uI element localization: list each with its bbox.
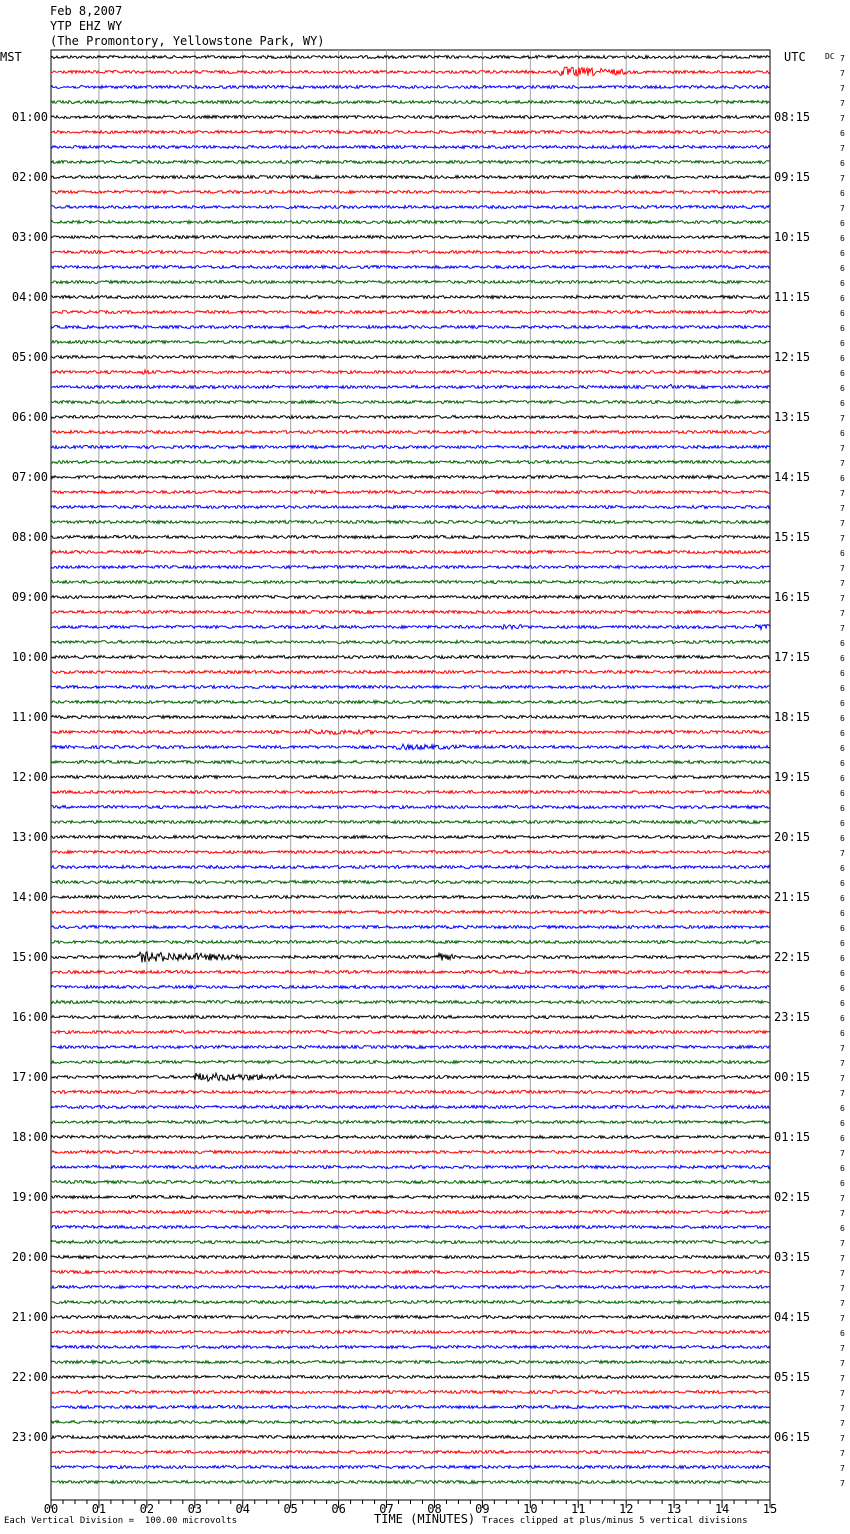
trace-row <box>51 866 770 869</box>
row-side-value: 6 <box>840 249 845 258</box>
trace-row <box>51 401 770 404</box>
trace-row <box>51 521 770 524</box>
row-side-value: 7 <box>840 54 845 63</box>
x-tick-label: 00 <box>43 1502 59 1516</box>
trace-row <box>51 1106 770 1109</box>
trace-row <box>51 1271 770 1274</box>
trace-row <box>51 551 770 554</box>
row-side-value: 7 <box>840 444 845 453</box>
chart-date: Feb 8,2007 <box>50 4 123 18</box>
left-hour-label: 10:00 <box>11 650 48 664</box>
trace-row <box>51 370 770 374</box>
row-side-value: 7 <box>840 1404 845 1413</box>
row-side-value: 7 <box>840 1344 845 1353</box>
row-side-value: 6 <box>840 939 845 948</box>
trace-row <box>51 1451 770 1454</box>
left-hour-label: 21:00 <box>11 1310 48 1324</box>
trace-row <box>51 611 770 614</box>
trace-row <box>51 566 770 569</box>
row-side-value: 6 <box>840 294 845 303</box>
right-hour-label: 11:15 <box>774 290 811 304</box>
trace-row <box>51 701 770 704</box>
row-side-value: 6 <box>840 864 845 873</box>
right-hour-label: 03:15 <box>774 1250 811 1264</box>
trace-row <box>51 625 770 630</box>
trace-row <box>51 206 770 209</box>
row-side-value: 7 <box>840 1359 845 1368</box>
x-tick-label: 06 <box>331 1502 346 1516</box>
row-side-value: 6 <box>840 1164 845 1173</box>
row-side-value: 6 <box>840 369 845 378</box>
right-hour-label: 05:15 <box>774 1370 811 1384</box>
right-hour-label: 13:15 <box>774 410 811 424</box>
right-hour-label: 12:15 <box>774 350 811 364</box>
row-side-value: 6 <box>840 729 845 738</box>
row-side-value: 7 <box>840 1449 845 1458</box>
row-side-value: 7 <box>840 84 845 93</box>
trace-row <box>51 86 770 89</box>
trace-row <box>51 1166 770 1169</box>
row-side-value: 6 <box>840 804 845 813</box>
row-side-value: 7 <box>840 1299 845 1308</box>
trace-row <box>51 1361 770 1364</box>
row-side-value: 7 <box>840 564 845 573</box>
row-side-value: 7 <box>840 204 845 213</box>
left-hour-label: 14:00 <box>11 890 48 904</box>
right-hour-label: 04:15 <box>774 1310 811 1324</box>
row-side-value: 7 <box>840 1239 845 1248</box>
chart-title: YTP EHZ WY <box>50 19 123 33</box>
x-tick-label: 15 <box>762 1502 778 1516</box>
trace-row <box>51 491 770 494</box>
row-side-value: 7 <box>840 1074 845 1083</box>
trace-row <box>51 1331 770 1334</box>
row-side-value: 6 <box>840 759 845 768</box>
row-side-value: 6 <box>840 1029 845 1038</box>
x-tick-label: 08 <box>427 1502 442 1516</box>
right-hour-label: 18:15 <box>774 710 811 724</box>
x-tick-label: 13 <box>666 1502 682 1516</box>
row-side-value: 6 <box>840 699 845 708</box>
row-side-value: 7 <box>840 609 845 618</box>
right-hour-label: 23:15 <box>774 1010 811 1024</box>
trace-row <box>51 686 770 689</box>
trace-row <box>51 341 770 344</box>
row-side-value: 7 <box>840 144 845 153</box>
row-side-value: 7 <box>840 849 845 858</box>
trace-row <box>51 176 770 179</box>
trace-row <box>51 1391 770 1394</box>
row-side-value: 6 <box>840 234 845 243</box>
trace-row <box>51 251 770 254</box>
row-side-value: 6 <box>840 774 845 783</box>
trace-row <box>51 581 770 584</box>
x-tick-label: 14 <box>714 1502 730 1516</box>
row-side-value: 6 <box>840 219 845 228</box>
trace-row <box>51 416 770 419</box>
x-tick-label: 12 <box>618 1502 634 1516</box>
row-side-value: 6 <box>840 909 845 918</box>
row-side-value: 6 <box>840 744 845 753</box>
trace-row <box>51 221 770 224</box>
row-side-value: 6 <box>840 129 845 138</box>
x-tick-label: 07 <box>379 1502 394 1516</box>
row-side-value: 6 <box>840 324 845 333</box>
trace-row <box>51 1136 770 1139</box>
row-side-value: 6 <box>840 684 845 693</box>
trace-row <box>51 729 770 734</box>
right-hour-label: 22:15 <box>774 950 811 964</box>
x-tick-label: 10 <box>523 1502 538 1516</box>
row-side-value: 6 <box>840 894 845 903</box>
trace-row <box>51 716 770 719</box>
row-side-value: 7 <box>840 1149 845 1158</box>
row-side-value: 7 <box>840 594 845 603</box>
row-side-value: 6 <box>840 714 845 723</box>
row-side-value: 6 <box>840 984 845 993</box>
trace-row <box>51 476 770 479</box>
trace-row <box>51 761 770 764</box>
chart-subtitle: (The Promontory, Yellowstone Park, WY) <box>50 34 325 48</box>
row-side-value: 7 <box>840 624 845 633</box>
trace-row <box>51 1211 770 1214</box>
trace-row <box>51 311 770 314</box>
trace-row <box>51 596 770 599</box>
right-hour-label: 21:15 <box>774 890 811 904</box>
trace-row <box>51 1256 770 1259</box>
left-hour-label: 17:00 <box>11 1070 48 1084</box>
trace-row <box>51 821 770 824</box>
x-tick-label: 04 <box>235 1502 250 1516</box>
row-side-value: 6 <box>840 549 845 558</box>
trace-row <box>51 431 770 434</box>
row-side-value: 7 <box>840 1209 845 1218</box>
trace-row <box>51 266 770 269</box>
row-side-value: 6 <box>840 429 845 438</box>
row-side-value: 7 <box>840 519 845 528</box>
trace-row <box>51 941 770 944</box>
x-tick-label: 02 <box>139 1502 155 1516</box>
row-side-value: 6 <box>840 339 845 348</box>
trace-row <box>51 161 770 164</box>
row-side-value: 6 <box>840 1179 845 1188</box>
x-tick-label: 09 <box>475 1502 490 1516</box>
row-side-value: 6 <box>840 879 845 888</box>
row-side-value: 6 <box>840 924 845 933</box>
left-hour-label: 07:00 <box>11 470 48 484</box>
trace-row <box>51 131 770 134</box>
trace-row <box>51 384 770 388</box>
trace-row <box>51 296 770 299</box>
trace-row <box>51 1073 770 1081</box>
row-side-value: 7 <box>840 489 845 498</box>
row-side-value: 6 <box>840 834 845 843</box>
trace-row <box>51 1031 770 1034</box>
trace-row <box>51 851 770 854</box>
row-side-value: 6 <box>840 819 845 828</box>
right-timezone-label: UTC <box>784 50 806 64</box>
row-side-value: 7 <box>840 114 845 123</box>
trace-row <box>51 101 770 104</box>
right-hour-label: 06:15 <box>774 1430 811 1444</box>
trace-row <box>51 1481 770 1484</box>
row-side-value: 6 <box>840 1134 845 1143</box>
trace-row <box>51 744 770 750</box>
right-hour-label: 09:15 <box>774 170 811 184</box>
trace-row <box>51 1061 770 1064</box>
trace-row <box>51 461 770 464</box>
trace-row <box>51 911 770 914</box>
left-hour-label: 16:00 <box>11 1010 48 1024</box>
trace-row <box>51 1121 770 1124</box>
left-hour-label: 03:00 <box>11 230 48 244</box>
trace-row <box>51 881 770 884</box>
trace-row <box>51 1016 770 1019</box>
row-side-value: 7 <box>840 534 845 543</box>
row-side-value: 6 <box>840 264 845 273</box>
row-side-value: 7 <box>840 1254 845 1263</box>
trace-row <box>51 446 770 449</box>
x-tick-label: 11 <box>571 1502 586 1516</box>
row-side-value: 6 <box>840 384 845 393</box>
row-side-value: 6 <box>840 639 845 648</box>
trace-row <box>51 356 770 359</box>
right-hour-label: 00:15 <box>774 1070 811 1084</box>
right-hour-label: 10:15 <box>774 230 811 244</box>
trace-row <box>51 1181 770 1184</box>
right-hour-label: 17:15 <box>774 650 811 664</box>
right-hour-label: 14:15 <box>774 470 811 484</box>
row-side-value: 7 <box>840 1419 845 1428</box>
row-side-value: 7 <box>840 1389 845 1398</box>
row-side-value: 7 <box>840 1194 845 1203</box>
row-side-value: 7 <box>840 414 845 423</box>
trace-row <box>51 281 770 284</box>
left-hour-label: 05:00 <box>11 350 48 364</box>
row-side-value: 7 <box>840 1089 845 1098</box>
trace-row <box>51 776 770 779</box>
right-hour-label: 08:15 <box>774 110 811 124</box>
row-side-value: 7 <box>840 1314 845 1323</box>
row-side-value: 6 <box>840 999 845 1008</box>
left-hour-label: 15:00 <box>11 950 48 964</box>
trace-row <box>51 1301 770 1304</box>
row-side-value: 6 <box>840 309 845 318</box>
row-side-value: 7 <box>840 99 845 108</box>
left-hour-label: 08:00 <box>11 530 48 544</box>
left-hour-label: 09:00 <box>11 590 48 604</box>
right-hour-label: 15:15 <box>774 530 811 544</box>
left-hour-label: 01:00 <box>11 110 48 124</box>
row-side-value: 6 <box>840 159 845 168</box>
row-side-value: 6 <box>840 1104 845 1113</box>
x-tick-label: 01 <box>91 1502 107 1516</box>
row-side-value: 6 <box>840 969 845 978</box>
dc-label: DC <box>825 52 835 61</box>
left-hour-label: 06:00 <box>11 410 48 424</box>
x-axis-label: TIME (MINUTES) <box>374 1512 476 1526</box>
trace-row <box>51 926 770 929</box>
trace-row <box>51 536 770 539</box>
row-side-value: 7 <box>840 579 845 588</box>
row-side-value: 7 <box>840 69 845 78</box>
trace-row <box>51 146 770 149</box>
trace-row <box>51 56 770 59</box>
row-side-value: 7 <box>840 1479 845 1488</box>
row-side-value: 7 <box>840 1434 845 1443</box>
row-side-value: 7 <box>840 1044 845 1053</box>
row-side-value: 7 <box>840 459 845 468</box>
row-side-value: 6 <box>840 354 845 363</box>
x-tick-label: 03 <box>187 1502 203 1516</box>
row-side-value: 6 <box>840 279 845 288</box>
trace-row <box>51 506 770 509</box>
row-side-value: 6 <box>840 474 845 483</box>
left-timezone-label: MST <box>0 50 22 64</box>
trace-row <box>51 971 770 974</box>
row-side-value: 7 <box>840 174 845 183</box>
row-side-value: 6 <box>840 399 845 408</box>
trace-row <box>51 1466 770 1469</box>
row-side-value: 6 <box>840 1329 845 1338</box>
row-side-value: 6 <box>840 669 845 678</box>
row-side-value: 7 <box>840 1464 845 1473</box>
right-hour-label: 19:15 <box>774 770 811 784</box>
x-tick-label: 05 <box>283 1502 298 1516</box>
trace-row <box>51 1436 770 1439</box>
row-side-value: 7 <box>840 1269 845 1278</box>
left-hour-label: 12:00 <box>11 770 48 784</box>
trace-row <box>51 1241 770 1244</box>
trace-row <box>51 116 770 119</box>
left-hour-label: 13:00 <box>11 830 48 844</box>
clip-note: Traces clipped at plus/minus 5 vertical divisions <box>482 1516 748 1526</box>
left-hour-label: 22:00 <box>11 1370 48 1384</box>
row-side-value: 7 <box>840 1284 845 1293</box>
row-side-value: 6 <box>840 654 845 663</box>
trace-row <box>51 986 770 989</box>
trace-row <box>51 1001 770 1004</box>
trace-row <box>51 1406 770 1409</box>
trace-row <box>51 1421 770 1424</box>
left-hour-label: 04:00 <box>11 290 48 304</box>
trace-row <box>51 836 770 839</box>
right-hour-label: 20:15 <box>774 830 811 844</box>
trace-row <box>51 1046 770 1049</box>
trace-row <box>51 671 770 674</box>
row-side-value: 7 <box>840 1374 845 1383</box>
trace-row <box>51 191 770 194</box>
trace-row <box>51 806 770 809</box>
trace-row <box>51 952 770 963</box>
trace-row <box>51 326 770 329</box>
right-hour-label: 01:15 <box>774 1130 811 1144</box>
left-hour-label: 20:00 <box>11 1250 48 1264</box>
row-side-value: 7 <box>840 504 845 513</box>
row-side-value: 7 <box>840 1059 845 1068</box>
left-hour-label: 18:00 <box>11 1130 48 1144</box>
left-hour-label: 23:00 <box>11 1430 48 1444</box>
right-hour-label: 16:15 <box>774 590 811 604</box>
left-hour-label: 02:00 <box>11 170 48 184</box>
trace-row <box>51 236 770 239</box>
right-hour-label: 02:15 <box>774 1190 811 1204</box>
trace-row <box>51 641 770 644</box>
trace-row <box>51 1376 770 1379</box>
scale-note: Each Vertical Division = 100.00 microvolts <box>4 1516 237 1526</box>
trace-row <box>51 656 770 659</box>
trace-row <box>51 1316 770 1319</box>
left-hour-label: 19:00 <box>11 1190 48 1204</box>
row-side-value: 6 <box>840 1119 845 1128</box>
trace-row <box>51 1346 770 1349</box>
trace-row <box>51 1151 770 1154</box>
row-side-value: 6 <box>840 954 845 963</box>
trace-row <box>51 1286 770 1289</box>
row-side-value: 6 <box>840 789 845 798</box>
left-hour-label: 11:00 <box>11 710 48 724</box>
trace-row <box>51 1226 770 1229</box>
trace-row <box>51 896 770 899</box>
row-side-value: 6 <box>840 189 845 198</box>
row-side-value: 6 <box>840 1014 845 1023</box>
trace-row <box>51 791 770 794</box>
trace-row <box>51 67 770 76</box>
trace-row <box>51 1091 770 1094</box>
row-side-value: 6 <box>840 1224 845 1233</box>
trace-row <box>51 1196 770 1199</box>
